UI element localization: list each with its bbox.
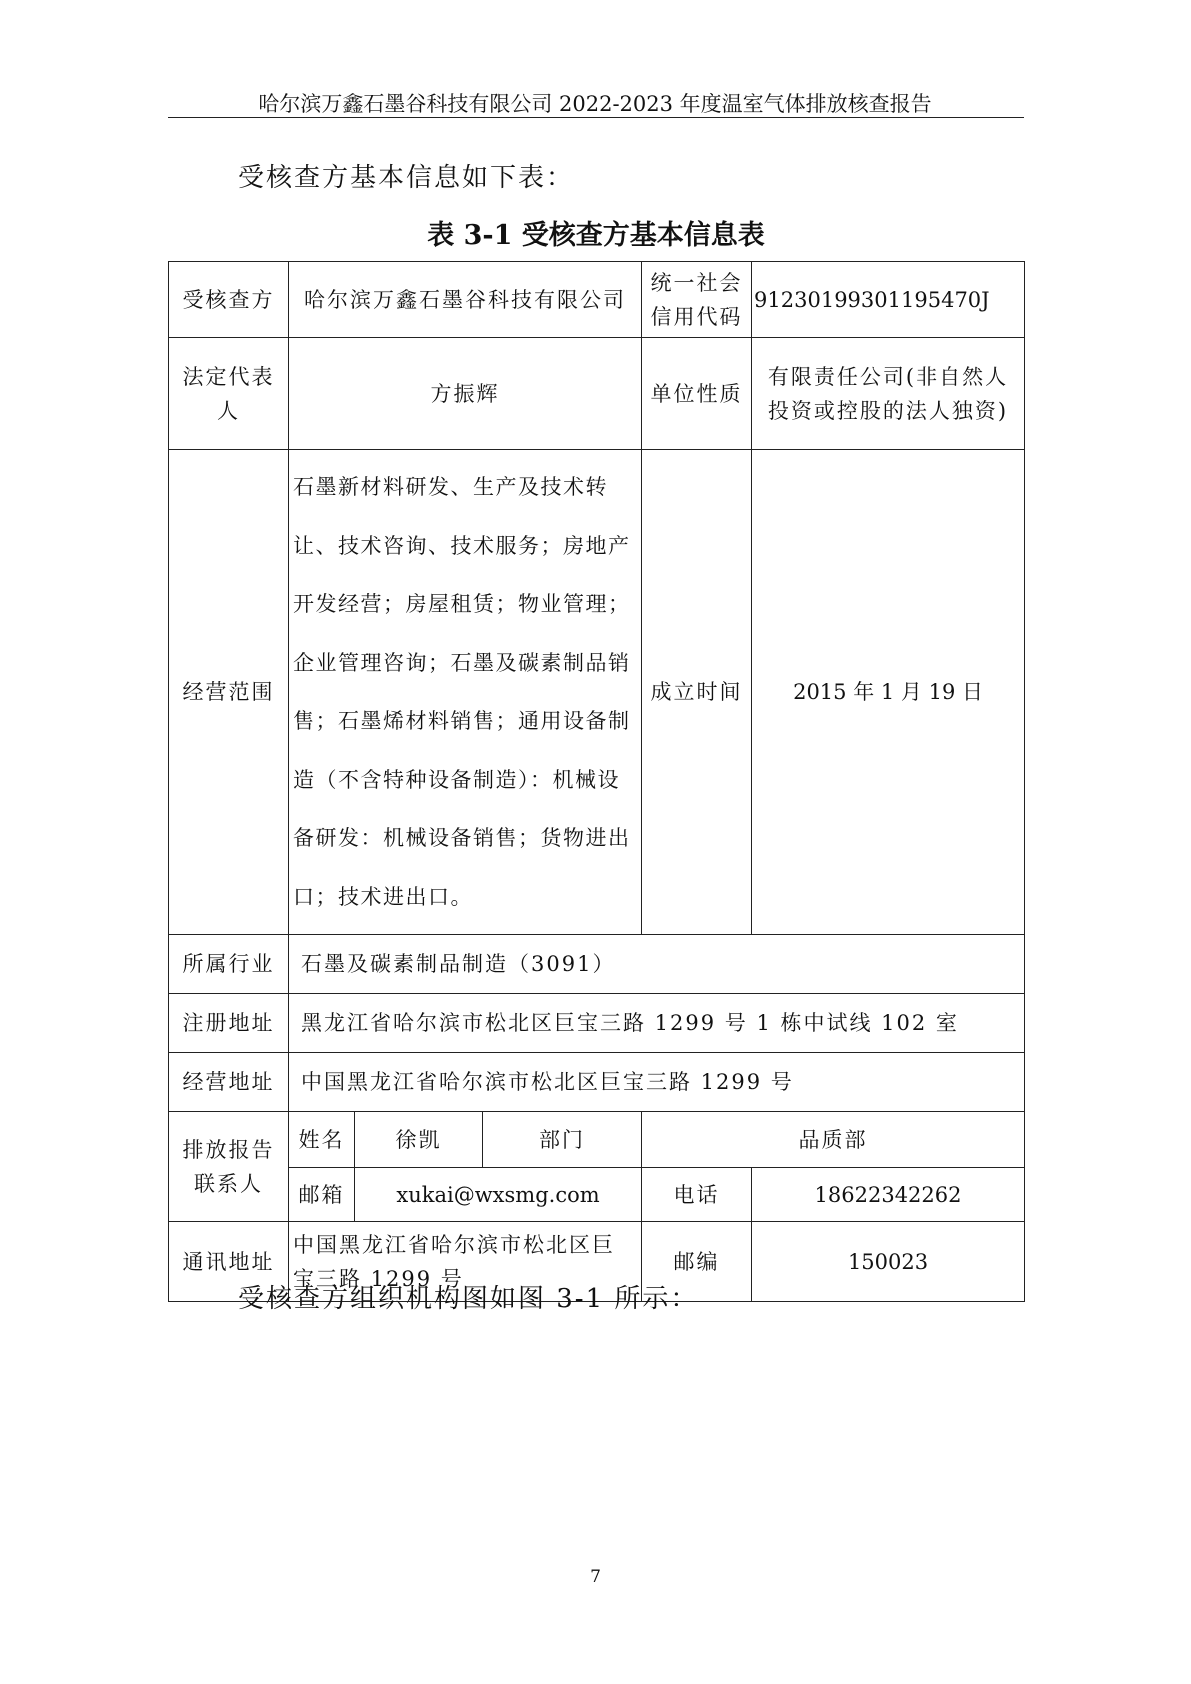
legal-rep-label: 法定代表人 (169, 338, 289, 450)
table-title: 表 3-1 受核查方基本信息表 (427, 220, 765, 251)
reg-address-value: 黑龙江省哈尔滨市松北区巨宝三路 1299 号 1 栋中试线 102 室 (289, 994, 1025, 1053)
entity-value: 哈尔滨万鑫石墨谷科技有限公司 (289, 262, 642, 338)
email-label: 邮箱 (289, 1168, 355, 1222)
name-label: 姓名 (289, 1112, 355, 1168)
page-header-title: 哈尔滨万鑫石墨谷科技有限公司 2022-2023 年度温室气体排放核查报告 (258, 92, 932, 116)
contact-label: 排放报告联系人 (169, 1112, 289, 1222)
phone-value: 18622342262 (752, 1168, 1025, 1222)
table-row-scope (169, 450, 1025, 935)
biz-address-value: 中国黑龙江省哈尔滨市松北区巨宝三路 1299 号 (289, 1053, 1025, 1112)
dept-value: 品质部 (642, 1112, 1025, 1168)
reg-address-label: 注册地址 (169, 994, 289, 1053)
scope-value: 石墨新材料研发、生产及技术转让、技术咨询、技术服务；房地产开发经营；房屋租赁；物业管理；企业管理咨询；石墨及碳素制品销售；石墨烯材料销售；通用设备制造（不含特种设备制造）：机械设备研发：机械设备销售；货物进出口；技术进出口。 (289, 450, 642, 935)
mail-address-value: 中国黑龙江省哈尔滨市松北区巨宝三路 1299 号 (289, 1222, 642, 1302)
postcode-value: 150023 (752, 1222, 1025, 1302)
scope-label: 经营范围 (169, 450, 289, 935)
dept-label: 部门 (483, 1112, 642, 1168)
entity-info-table (168, 261, 1025, 1302)
legal-rep-value: 方振辉 (289, 338, 642, 450)
founded-value: 2015 年 1 月 19 日 (752, 450, 1025, 935)
table-row-contact-name (169, 1112, 1025, 1168)
table-row-entity (169, 262, 1025, 338)
credit-code-label: 统一社会信用代码 (642, 262, 752, 338)
mail-address-label: 通讯地址 (169, 1222, 289, 1302)
name-value: 徐凯 (355, 1112, 483, 1168)
credit-code-value: 91230199301195470J (752, 262, 1025, 338)
founded-label: 成立时间 (642, 450, 752, 935)
phone-label: 电话 (642, 1168, 752, 1222)
unit-nature-label: 单位性质 (642, 338, 752, 450)
table-row-legal-rep (169, 338, 1025, 450)
header-divider (168, 117, 1024, 118)
table-row-industry (169, 935, 1025, 994)
intro-paragraph: 受核查方基本信息如下表： (238, 163, 575, 193)
table-row-contact-email (169, 1168, 1025, 1222)
table-row-reg-address (169, 994, 1025, 1053)
entity-label: 受核查方 (169, 262, 289, 338)
closing-paragraph: 受核查方组织机构图如图 3-1 所示： (238, 1284, 699, 1314)
page-number: 7 (590, 1567, 601, 1587)
postcode-label: 邮编 (642, 1222, 752, 1302)
table-row-biz-address (169, 1053, 1025, 1112)
industry-value: 石墨及碳素制品制造（3091） (289, 935, 1025, 994)
industry-label: 所属行业 (169, 935, 289, 994)
biz-address-label: 经营地址 (169, 1053, 289, 1112)
unit-nature-value: 有限责任公司(非自然人投资或控股的法人独资) (752, 338, 1025, 450)
email-value: xukai@wxsmg.com (355, 1168, 642, 1222)
